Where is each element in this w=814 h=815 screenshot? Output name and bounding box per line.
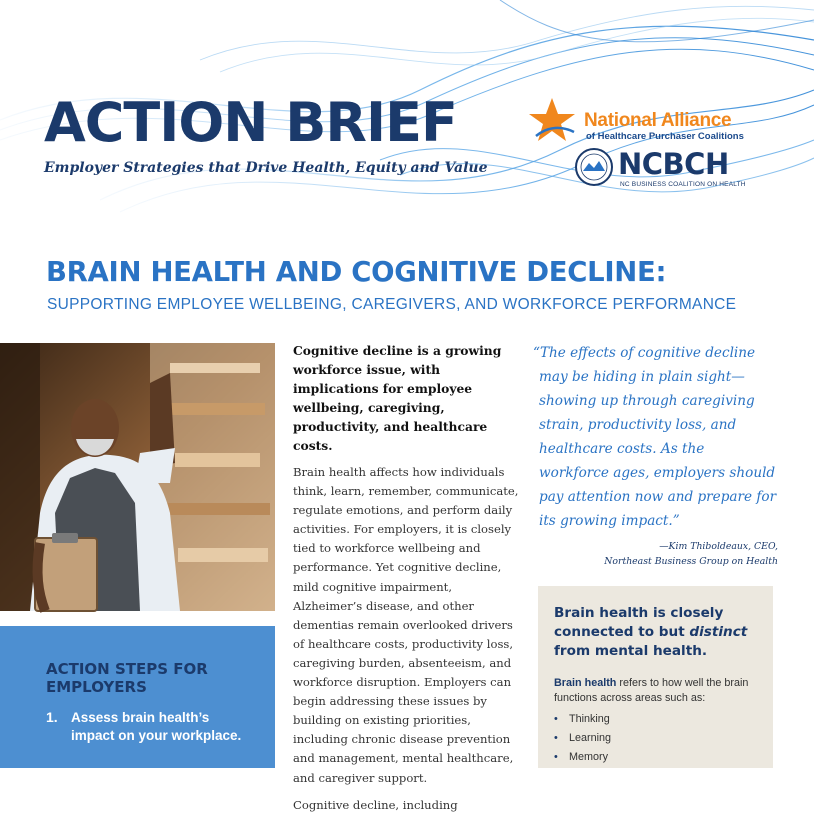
brief-title: ACTION BRIEF [44,91,457,154]
ncbch-logo [574,147,774,193]
definition-text: refers to how well the brain functions across areas such as: [554,677,749,704]
callout-definition [554,676,757,706]
brief-subtitle: Employer Strategies that Drive Health, Equity and Value [44,160,488,176]
body-column [293,341,521,815]
alliance-tagline: of Healthcare Purchaser Coalitions [586,131,744,142]
brain-health-callout [538,586,773,768]
list-item: • Thinking [554,710,757,729]
list-item: • Learning [554,729,757,748]
definition-term: Brain health [554,677,617,689]
list-item: • Memory [554,748,757,767]
callout-title-emphasis: distinct [689,624,748,640]
national-alliance-logo [528,96,788,148]
quote-attribution [533,539,778,569]
page-subtitle: SUPPORTING EMPLOYEE WELLBEING, CAREGIVERS, AND WORKFORCE PERFORMANCE [47,296,737,313]
lead-paragraph: Cognitive decline is a growing workforce issue, with implications for employee wellbeing, caregiving, productivity, and healthcare costs. [293,343,502,453]
workshop-illustration [0,343,275,611]
callout-title-part: Brain health is closely connected to but [554,605,724,640]
worker-photo [0,343,275,611]
action-steps-title: ACTION STEPS FOR EMPLOYERS [46,660,208,696]
action-step [46,709,255,745]
quote-text: “The effects of cognitive decline may be hiding in plain sight—showing up through caregiving strain, productivity loss, and healthcare costs. As the workforce ages, employers should pay attention now and prepare for its growing impact.” [533,345,777,529]
pull-quote [533,341,778,569]
step-text: Assess brain health’s impact on your workplace. [71,710,242,743]
header-banner [0,0,814,235]
quote-organization: Northeast Business Group on Health [604,556,778,567]
callout-title [554,604,757,661]
callout-list [554,710,757,767]
page-title: BRAIN HEALTH AND COGNITIVE DECLINE: [46,256,667,288]
quote-author: —Kim Thiboldeaux, CEO, [659,541,778,552]
step-number: 1. [46,709,58,725]
ncbch-name: NCBCH [618,147,729,181]
ncbch-tagline: NC BUSINESS COALITION ON HEALTH [620,181,746,188]
body-paragraph-continued: Cognitive decline, including [293,797,458,812]
action-steps-panel [0,626,275,768]
seal-icon [574,147,614,187]
star-icon [528,96,576,144]
callout-title-part: from mental health. [554,643,708,659]
alliance-name: National Alliance [584,110,732,131]
body-paragraph: Brain health affects how individuals think, learn, remember, communicate, regulate emotions, and perform daily activities. For employers, it is closely tied to workforce wellbeing and performance. Yet cognitive decline, mild cognitive impairment, Alzheimer’s disease, and other dementias remain overlooked drivers of healthcare costs, productivity loss, caregiving burden, absenteeism, and workforce disruption. Employers can begin addressing these issues by building on existing priorities, including chronic disease prevention and management, mental healthcare, and caregiver support. [293,465,519,785]
